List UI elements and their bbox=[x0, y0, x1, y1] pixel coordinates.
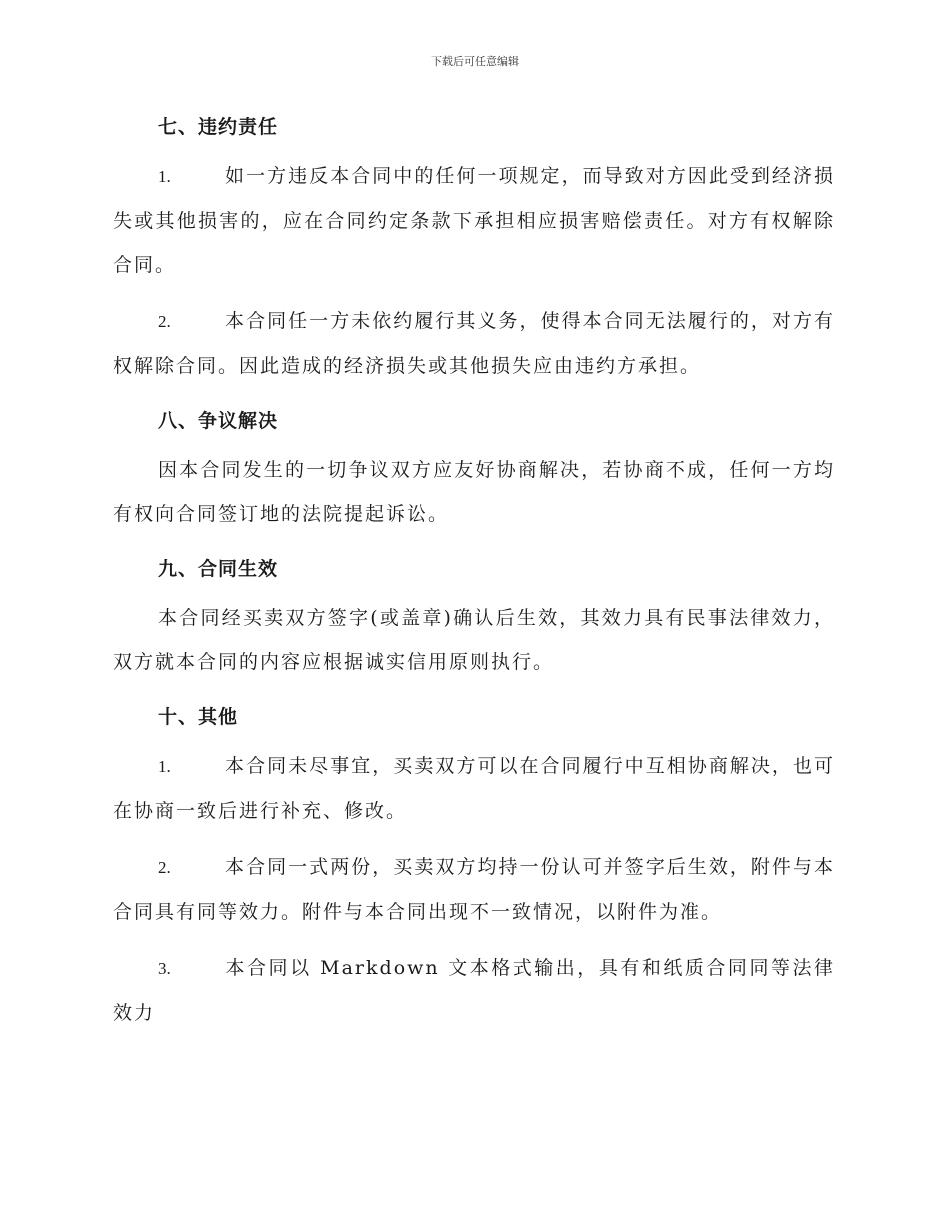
clause-7-1 bbox=[113, 154, 835, 287]
clause-number: 1. bbox=[158, 757, 171, 776]
clause-number: 3. bbox=[158, 959, 171, 978]
section-heading-contract-effectiveness: 九、合同生效 bbox=[158, 558, 279, 580]
clause-number: 1. bbox=[158, 167, 171, 186]
clause-text: 如一方违反本合同中的任何一项规定，而导致对方因此受到经济损失或其他损害的，应在合同约定条款下承担相应损害赔偿责任。对方有权解除合同。 bbox=[113, 165, 835, 276]
document-body bbox=[113, 108, 835, 1035]
clause-8: 因本合同发生的一切争议双方应友好协商解决，若协商不成，任何一方均有权向合同签订地的法院提起诉讼。 bbox=[113, 459, 835, 525]
clause-text: 本合同未尽事宜，买卖双方可以在合同履行中互相协商解决，也可在协商一致后进行补充、修改。 bbox=[113, 755, 835, 822]
clause-10-1 bbox=[113, 744, 835, 833]
clause-number: 2. bbox=[158, 858, 171, 877]
section-heading-dispute-resolution: 八、争议解决 bbox=[158, 410, 279, 432]
clause-text: 本合同以 Markdown 文本格式输出，具有和纸质合同同等法律效力 bbox=[113, 957, 835, 1024]
clause-number: 2. bbox=[158, 312, 171, 331]
section-heading-miscellaneous: 十、其他 bbox=[158, 706, 239, 728]
clause-7-2 bbox=[113, 299, 835, 388]
section-heading-breach-liability: 七、违约责任 bbox=[158, 116, 279, 138]
clause-text: 本合同一式两份，买卖双方均持一份认可并签字后生效，附件与本合同具有同等效力。附件与本合同出现不一致情况，以附件为准。 bbox=[113, 856, 835, 923]
clause-10-3 bbox=[113, 946, 835, 1035]
clause-10-2 bbox=[113, 845, 835, 934]
clause-9: 本合同经买卖双方签字(或盖章)确认后生效，其效力具有民事法律效力，双方就本合同的内容应根据诚实信用原则执行。 bbox=[113, 607, 835, 673]
clause-text: 本合同任一方未依约履行其义务，使得本合同无法履行的，对方有权解除合同。因此造成的经济损失或其他损失应由违约方承担。 bbox=[113, 310, 835, 377]
page-header: 下载后可任意编辑 bbox=[431, 55, 519, 68]
